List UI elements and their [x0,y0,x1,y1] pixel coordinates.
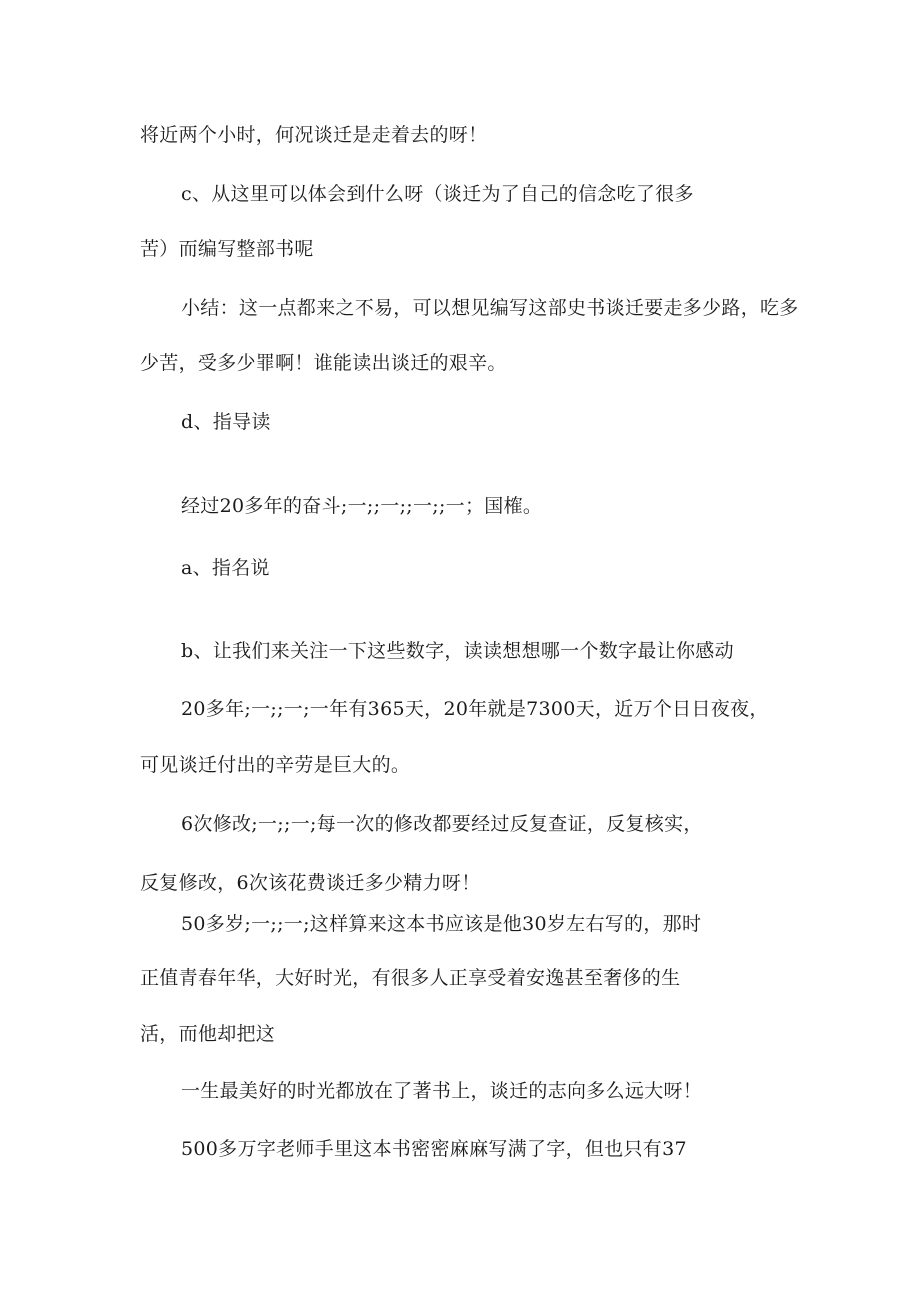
text-line-5: 少苦，受多少罪啊！谁能读出谈迁的艰辛。 [140,352,507,374]
text-line-14: 50多岁;一;;一;这样算来这本书应该是他30岁左右写的，那时 [181,913,702,935]
text-line-3: 苦）而编写整部书呢 [140,238,314,260]
text-line-10: 20多年;一;;一;一年有365天，20年就是7300天，近万个日日夜夜， [181,698,769,720]
text-line-13: 反复修改，6次该花费谈迁多少精力呀！ [140,872,481,894]
text-line-2: c、从这里可以体会到什么呀（谈迁为了自己的信念吃了很多 [181,183,694,205]
text-line-12: 6次修改;一;;一;每一次的修改都要经过反复查证，反复核实， [181,813,703,835]
text-line-7: 经过20多年的奋斗;一;;一;;一;;一；国榷。 [181,495,543,517]
text-line-9: b、让我们来关注一下这些数字，读读想想哪一个数字最让你感动 [181,640,734,662]
text-line-15: 正值青春年华，大好时光，有很多人正享受着安逸甚至奢侈的生 [140,967,681,989]
text-line-16: 活，而他却把这 [140,1023,276,1045]
text-line-11: 可见谈迁付出的辛劳是巨大的。 [140,754,411,776]
text-line-4: 小结：这一点都来之不易，可以想见编写这部史书谈迁要走多少路，吃多 [181,297,799,319]
text-line-18: 500多万字老师手里这本书密密麻麻写满了字，但也只有37 [181,1138,687,1160]
text-line-6: d、指导读 [181,411,271,433]
text-line-8: a、指名说 [181,557,270,579]
text-line-17: 一生最美好的时光都放在了著书上，谈迁的志向多么远大呀！ [181,1080,703,1102]
text-line-1: 将近两个小时，何况谈迁是走着去的呀！ [140,124,488,146]
